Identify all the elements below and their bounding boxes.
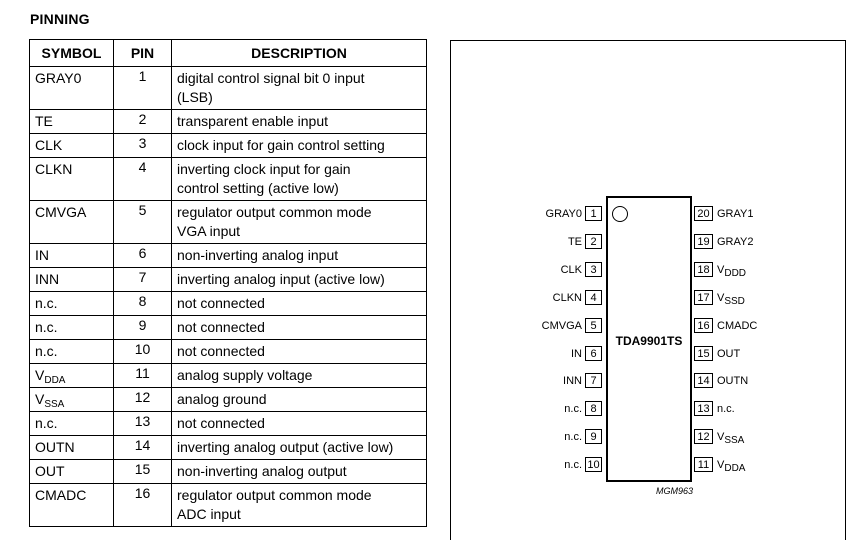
pin-number-cell: 1	[114, 67, 172, 110]
symbol-cell: CLK	[30, 134, 114, 158]
right-pin-label	[717, 291, 745, 305]
symbol-cell: GRAY0	[30, 67, 114, 110]
right-pin-label: GRAY2	[717, 235, 754, 248]
right-pin-number: 15	[694, 346, 713, 361]
pin-number-cell: 5	[114, 201, 172, 244]
description-cell	[172, 268, 427, 292]
description-line: not connected	[177, 415, 265, 431]
right-pin-label: n.c.	[717, 403, 735, 416]
pin-number-cell: 4	[114, 158, 172, 201]
description-line: not connected	[177, 295, 265, 311]
description-cell	[172, 244, 427, 268]
symbol-cell: n.c.	[30, 316, 114, 340]
pin-number-cell: 2	[114, 110, 172, 134]
pin-number-cell: 13	[114, 412, 172, 436]
symbol-cell	[30, 388, 114, 412]
pin1-marker-circle	[612, 206, 628, 222]
right-pin-label: OUTN	[717, 375, 749, 388]
description-line: analog supply voltage	[177, 367, 313, 383]
description-line: not connected	[177, 343, 265, 359]
pin-number-cell: 8	[114, 292, 172, 316]
pin-label-subscript: DDD	[724, 267, 747, 279]
symbol-cell: n.c.	[30, 292, 114, 316]
description-line: non-inverting analog output	[177, 463, 347, 479]
symbol-cell: OUTN	[30, 436, 114, 460]
description-cell	[172, 436, 427, 460]
description-line: non-inverting analog input	[177, 247, 339, 263]
description-cell	[172, 316, 427, 340]
description-line: regulator output common mode	[177, 204, 372, 220]
description-cell	[172, 134, 427, 158]
pin-number-cell: 3	[114, 134, 172, 158]
right-pin-label: CMADC	[717, 319, 758, 332]
table-row	[30, 134, 427, 158]
symbol-cell: TE	[30, 110, 114, 134]
pin-number-cell: 11	[114, 364, 172, 388]
table-row	[30, 412, 427, 436]
pin-number-cell: 16	[114, 484, 172, 527]
left-pin-label: CMVGA	[541, 319, 582, 332]
pin-label-base: V	[717, 291, 725, 304]
left-pin-label: IN	[571, 347, 582, 360]
right-pin-number: 17	[694, 290, 713, 305]
right-pin-number: 14	[694, 373, 713, 388]
table-row	[30, 244, 427, 268]
description-line: (LSB)	[177, 89, 213, 105]
table-row	[30, 388, 427, 412]
pin-label-base: V	[717, 431, 725, 444]
left-pin-number: 3	[585, 262, 602, 277]
description-cell	[172, 158, 427, 201]
left-pin-label: GRAY0	[545, 208, 582, 220]
symbol-cell: IN	[30, 244, 114, 268]
right-pin-number: 18	[694, 262, 713, 277]
description-line: inverting analog input (active low)	[177, 271, 385, 287]
pin-label-subscript: SSA	[724, 435, 745, 447]
description-line: ADC input	[177, 506, 241, 522]
left-pin-number: 6	[585, 346, 602, 361]
right-pin-label	[717, 430, 745, 447]
chip-name: TDA9901TS	[615, 334, 683, 348]
table-row	[30, 268, 427, 292]
table-row	[30, 158, 427, 201]
left-pin-label: TE	[567, 235, 582, 248]
table-header-row	[30, 40, 427, 67]
pin-number-cell: 15	[114, 460, 172, 484]
description-cell	[172, 110, 427, 134]
pin-label-base: V	[717, 459, 725, 472]
pin-label-subscript: SSD	[724, 295, 745, 307]
left-pin-number: 2	[585, 234, 602, 249]
figure-code: MGM963	[656, 486, 694, 496]
description-line: clock input for gain control setting	[177, 137, 385, 153]
table-row	[30, 67, 427, 110]
left-pin-label: n.c.	[564, 459, 582, 472]
symbol-subscript: DDA	[44, 375, 66, 386]
left-pin-label: INN	[563, 375, 582, 388]
pin-number-cell: 9	[114, 316, 172, 340]
pin-label-base: V	[717, 263, 725, 276]
symbol-subscript: SSA	[44, 399, 65, 410]
symbol-cell: CLKN	[30, 158, 114, 201]
column-header-description: DESCRIPTION	[172, 40, 427, 67]
left-pin-number: 10	[585, 457, 602, 472]
table-row	[30, 364, 427, 388]
right-pin-number: 13	[694, 401, 713, 416]
pin-number-cell: 7	[114, 268, 172, 292]
left-pin-number: 5	[585, 318, 602, 333]
table-row	[30, 436, 427, 460]
description-line: transparent enable input	[177, 113, 328, 129]
column-header-symbol: SYMBOL	[30, 40, 114, 67]
description-cell	[172, 67, 427, 110]
symbol-cell: CMVGA	[30, 201, 114, 244]
description-line: digital control signal bit 0 input	[177, 70, 365, 86]
table-row	[30, 110, 427, 134]
left-pin-label: CLKN	[552, 291, 582, 304]
symbol-base: V	[35, 367, 45, 383]
left-pin-number: 9	[585, 429, 602, 444]
description-line: inverting analog output (active low)	[177, 439, 394, 455]
left-pin-label: n.c.	[564, 403, 582, 416]
symbol-cell: n.c.	[30, 340, 114, 364]
description-cell	[172, 412, 427, 436]
left-pin-number: 4	[585, 290, 602, 305]
right-pin-label: GRAY1	[717, 208, 754, 220]
column-header-pin: PIN	[114, 40, 172, 67]
description-cell	[172, 484, 427, 527]
description-line: regulator output common mode	[177, 487, 372, 503]
description-cell	[172, 201, 427, 244]
table-row	[30, 201, 427, 244]
description-line: not connected	[177, 319, 265, 335]
description-line: inverting clock input for gain	[177, 161, 351, 177]
symbol-cell: OUT	[30, 460, 114, 484]
left-pin-label: n.c.	[564, 431, 582, 444]
left-pin-number: 7	[585, 373, 602, 388]
right-pin-number: 11	[694, 457, 713, 472]
pin-label-subscript: DDA	[724, 463, 746, 475]
pin-number-cell: 6	[114, 244, 172, 268]
description-line: analog ground	[177, 391, 267, 407]
right-pin-number: 16	[694, 318, 713, 333]
symbol-cell: CMADC	[30, 484, 114, 527]
table-row	[30, 340, 427, 364]
right-pin-number: 12	[694, 429, 713, 444]
table-row	[30, 460, 427, 484]
description-line: control setting (active low)	[177, 180, 339, 196]
symbol-cell: n.c.	[30, 412, 114, 436]
pin-number-cell: 12	[114, 388, 172, 412]
table-row	[30, 292, 427, 316]
table-row	[30, 484, 427, 527]
pin-number-cell: 14	[114, 436, 172, 460]
symbol-cell: INN	[30, 268, 114, 292]
left-pin-number: 8	[585, 401, 602, 416]
left-pin-number: 1	[585, 206, 602, 221]
pin-number-cell: 10	[114, 340, 172, 364]
description-cell	[172, 364, 427, 388]
description-cell	[172, 388, 427, 412]
right-pin-label	[717, 458, 746, 475]
right-pin-number: 20	[694, 206, 713, 221]
description-line: VGA input	[177, 223, 241, 239]
table-row	[30, 316, 427, 340]
description-cell	[172, 292, 427, 316]
pinning-table	[29, 39, 427, 527]
right-pin-label	[717, 263, 746, 277]
right-pin-number: 19	[694, 234, 713, 249]
description-cell	[172, 340, 427, 364]
symbol-base: V	[35, 391, 45, 407]
symbol-cell	[30, 364, 114, 388]
section-heading: PINNING	[30, 11, 90, 27]
right-pin-label: OUT	[717, 347, 741, 360]
description-cell	[172, 460, 427, 484]
left-pin-label: CLK	[560, 263, 582, 276]
